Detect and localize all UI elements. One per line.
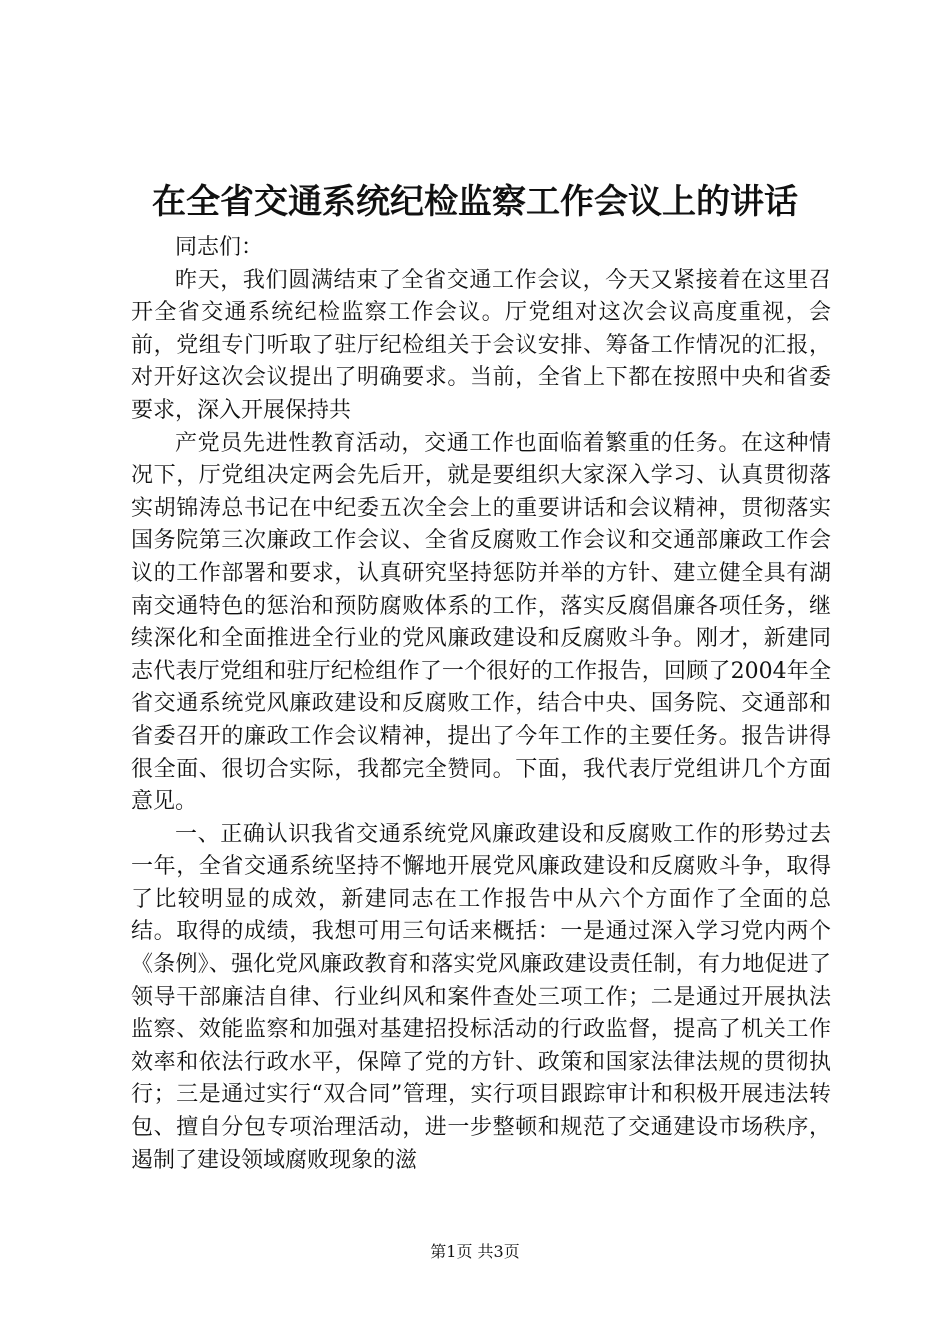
document-body [131, 232, 831, 1177]
document-title: 在全省交通系统纪检监察工作会议上的讲话 [152, 182, 798, 222]
paragraph-1: 昨天，我们圆满结束了全省交通工作会议，今天又紧接着在这里召开全省交通系统纪检监察工作会议。厅党组对这次会议高度重视，会前，党组专门听取了驻厅纪检组关于会议安排、筹备工作情况的汇报，对开好这次会议提出了明确要求。当前，全省上下都在按照中央和省委要求，深入开展保持共 [131, 267, 831, 423]
paragraph-3: 一、正确认识我省交通系统党风廉政建设和反腐败工作的形势过去一年，全省交通系统坚持不懈地开展党风廉政建设和反腐败斗争，取得了比较明显的成效，新建同志在工作报告中从六个方面作了全面的总结。取得的成绩，我想可用三句话来概括：一是通过深入学习党内两个《条例》、强化党风廉政教育和落实党风廉政建设责任制，有力地促进了领导干部廉洁自律、行业纠风和案件查处三项工作；二是通过开展执法监察、效能监察和加强对基建招投标活动的行政监督，提高了机关工作效率和依法行政水平，保障了党的方针、政策和国家法律法规的贯彻执行；三是通过实行“双合同”管理，实行项目跟踪审计和积极开展违法转包、擅自分包专项治理活动，进一步整顿和规范了交通建设市场秩序，遏制了建设领域腐败现象的滋 [131, 821, 831, 1173]
paragraph-2: 产党员先进性教育活动，交通工作也面临着繁重的任务。在这种情况下，厅党组决定两会先后开，就是要组织大家深入学习、认真贯彻落实胡锦涛总书记在中纪委五次全会上的重要讲话和会议精神，贯彻落实国务院第三次廉政工作会议、全省反腐败工作会议和交通部廉政工作会议的工作部署和要求，认真研究坚持惩防并举的方针、建立健全具有湖南交通特色的惩治和预防腐败体系的工作，落实反腐倡廉各项任务，继续深化和全面推进全行业的党风廉政建设和反腐败斗争。刚才，新建同志代表厅党组和驻厅纪检组作了一个很好的工作报告，回顾了2004年全省交通系统党风廉政建设和反腐败工作，结合中央、国务院、交通部和省委召开的廉政工作会议精神，提出了今年工作的主要任务。报告讲得很全面、很切合实际，我都完全赞同。下面，我代表厅党组讲几个方面意见。 [131, 430, 831, 815]
salutation: 同志们： [175, 235, 264, 260]
page-number-footer: 第1页 共3页 [430, 1242, 520, 1261]
